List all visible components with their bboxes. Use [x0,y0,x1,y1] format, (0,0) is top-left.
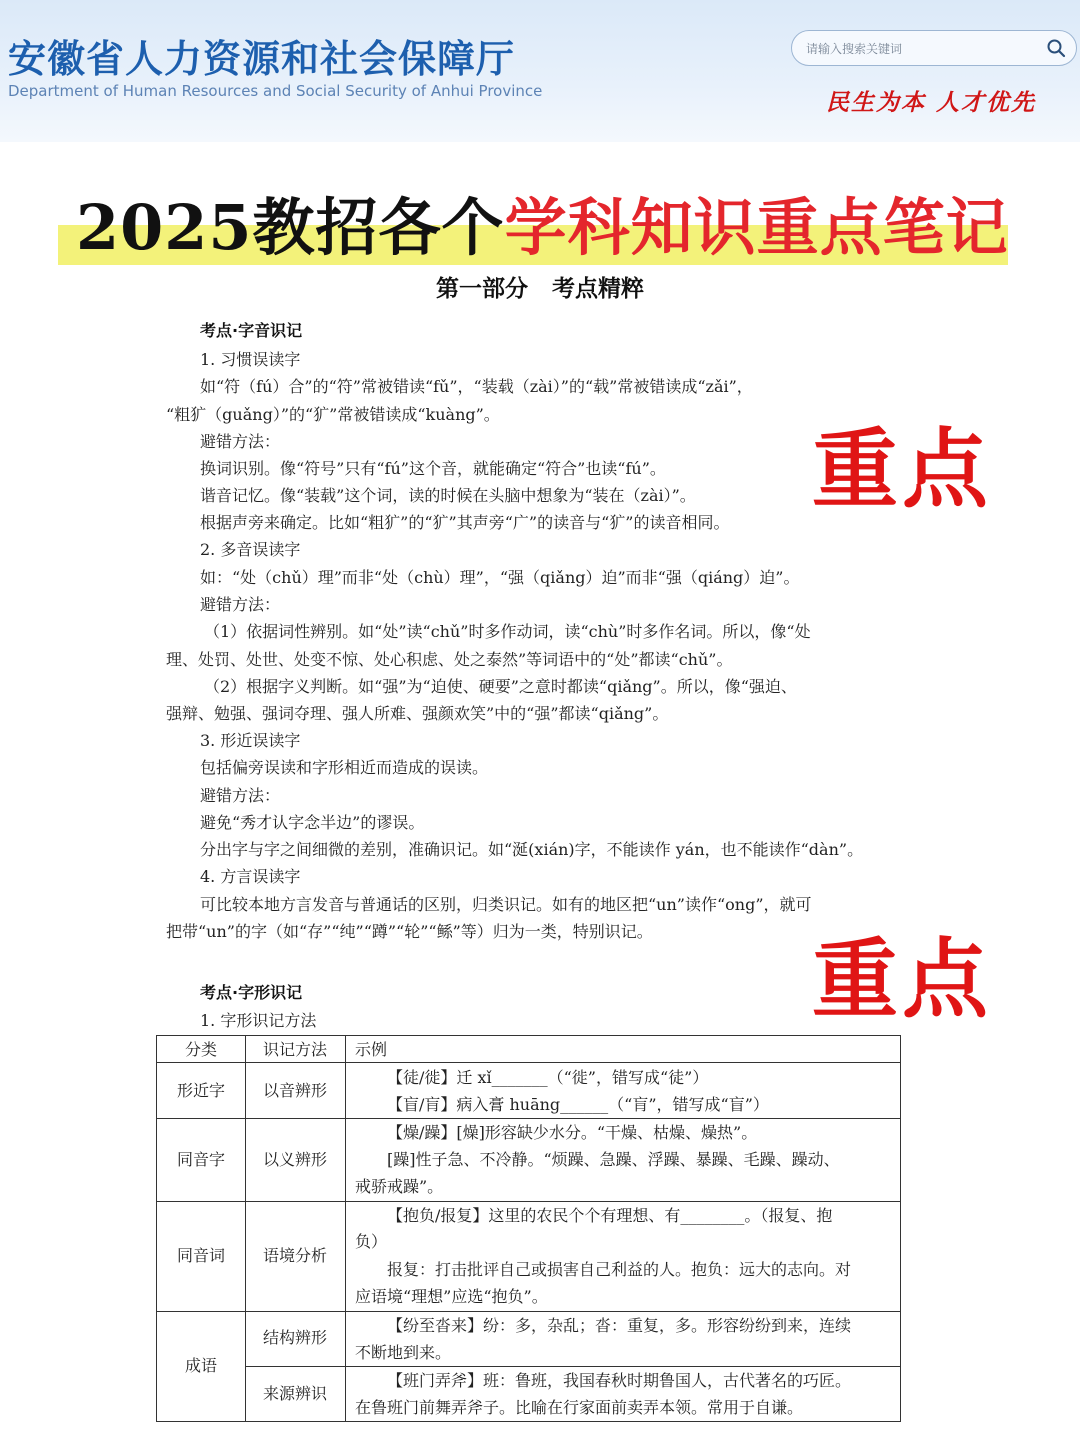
text-line: “粗犷（guǎng）”的“犷”常被错读成“kuàng”。 [166,405,500,424]
row-example: 不断地到来。 [355,1343,452,1362]
row-category: 成语 [184,1356,217,1375]
text-line: 根据声旁来确定。比如“粗犷”的“犷”其声旁“广”的读音与“犷”的读音相同。 [200,513,730,532]
section1-heading: 考点·字音识记 [200,321,303,340]
page-title [76,188,1009,268]
text-line: 如“符（fú）合”的“符”常被错读“fǔ”，“装载（zài）”的“载”常被错读成“zǎi”， [200,377,753,396]
text-line: 4. 方言误读字 [200,867,301,886]
text-line: 避免“秀才认字念半边”的谬误。 [200,813,425,832]
text-line: 1. 习惯误读字 [200,350,301,369]
text-line: 如：“处（chǔ）理”而非“处（chù）理”，“强（qiǎng）迫”而非“强（qiáng）迫”。 [200,568,800,587]
text-line: 避错方法： [200,432,281,451]
row-example: 报复：打击批评自己或损害自己利益的人。抱负：远大的志向。对 [387,1260,852,1279]
section2-heading: 考点·字形识记 [200,983,303,1002]
row-method: 以音辨形 [262,1081,327,1100]
text-line: 2. 多音误读字 [200,540,301,559]
text-line: 包括偏旁误读和字形相近而造成的误读。 [200,758,489,777]
key-point-stamp: 重点 [812,420,992,520]
section2-subheading: 1. 字形识记方法 [200,1011,317,1030]
row-example: 戒骄戒躁”。 [355,1177,444,1196]
text-line: （1）依据词性辨别。如“处”读“chǔ”时多作动词，读“chù”时多作名词。所以，像“处 [204,622,811,641]
search-icon[interactable] [1046,38,1066,58]
row-example: 【纷至沓来】纷：多，杂乱；沓：重复，多。形容纷纷到来，连续 [387,1316,852,1335]
glyph-memory-table [156,1035,901,1422]
text-line: 分出字与字之间细微的差别，准确识记。如“涎(xián)字，不能读作 yán，也不能读作“dàn”。 [200,840,864,859]
page-title-black: 2025教招各个 [76,191,505,264]
text-line: 换词识别。像“符号”只有“fú”这个音，就能确定“符合”也读“fú”。 [200,459,666,478]
text-line: 强辩、勉强、强词夺理、强人所难、强颜欢笑”中的“强”都读“qiǎng”。 [166,704,669,723]
row-example: 负） [355,1232,388,1251]
text-line: 避错方法： [200,786,281,805]
text-line: 可比较本地方言发音与普通话的区别，归类识记。如有的地区把“un”读作“ong”，就可 [200,895,812,914]
row-method: 语境分析 [262,1246,327,1265]
text-line: （2）根据字义判断。如“强”为“迫使、硬要”之意时都读“qiǎng”。所以，像“强迫、 [204,677,797,696]
row-example: [躁]性子急、不冷静。“烦躁、急躁、浮躁、暴躁、毛躁、躁动、 [387,1150,840,1169]
search-input[interactable] [791,30,1077,66]
table-header: 识记方法 [262,1040,327,1059]
text-line: 3. 形近误读字 [200,731,301,750]
search-placeholder: 请输入搜索关键词 [806,42,903,56]
row-example: 应语境“理想”应选“抱负”。 [355,1287,548,1306]
text-line: 把带“un”的字（如“存”“纯”“蹲”“轮”“鲧”等）归为一类，特别识记。 [166,922,653,941]
table-header: 分类 [184,1040,217,1059]
row-category: 同音字 [176,1150,225,1169]
row-example: 【燥/躁】[燥]形容缺少水分。“干燥、枯燥、燥热”。 [387,1123,758,1142]
row-method: 以义辨形 [262,1150,327,1169]
page-title-red: 学科知识重点笔记 [504,191,1009,264]
text-line: 避错方法： [200,595,281,614]
text-line: 谐音记忆。像“装载”这个词，读的时候在头脑中想象为“装在（zài）”。 [200,486,696,505]
site-title[interactable]: 安徽省人力资源和社会保障厅 [8,37,516,81]
part-heading: 第一部分 考点精粹 [435,276,645,302]
table-header: 示例 [355,1040,388,1059]
row-example: 【班门弄斧】班：鲁班，我国春秋时期鲁国人，古代著名的巧匠。 [387,1371,852,1390]
slogan: 民生为本 人才优先 [826,89,1037,116]
site-header [0,0,1080,142]
key-point-stamp: 重点 [812,930,992,1030]
row-method: 结构辨形 [262,1328,327,1347]
row-example: 在鲁班门前舞弄斧子。比喻在行家面前卖弄本领。常用于自谦。 [355,1398,804,1417]
text-line: 理、处罚、处世、处变不惊、处心积虑、处之泰然”等词语中的“处”都读“chǔ”。 [166,650,733,669]
row-category: 同音词 [176,1246,225,1265]
row-example: 【盲/肓】病入膏 huāng______（“肓”，错写成“盲”） [387,1095,769,1114]
row-category: 形近字 [176,1081,225,1100]
row-example: 【徒/徙】迁 xǐ_______（“徙”，错写成“徒”） [387,1068,709,1087]
site-subtitle: Department of Human Resources and Social Security of Anhui Province [8,82,543,100]
row-method: 来源辨识 [262,1384,327,1403]
row-example: 【抱负/报复】这里的农民个个有理想、有________。（报复、抱 [387,1206,833,1225]
